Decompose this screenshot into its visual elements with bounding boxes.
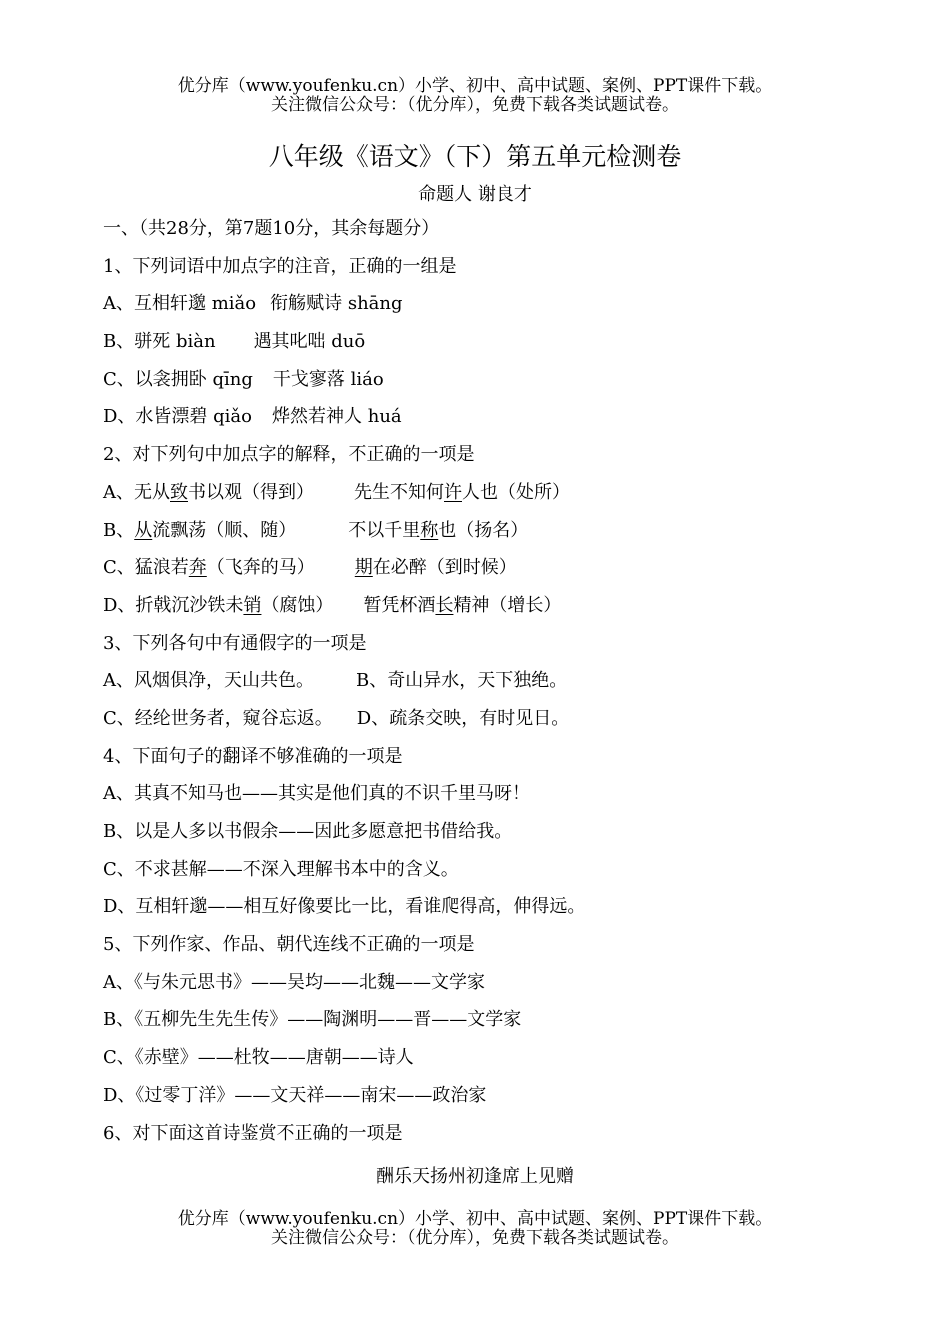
page-header bbox=[0, 77, 950, 115]
header-line-1: 优分库（www.youfenku.cn）小学、初中、高中试题、案例、PPT课件下载。 bbox=[177, 76, 773, 96]
dotted-char: 销 bbox=[243, 594, 262, 616]
poem-title: 酬乐天扬州初逢席上见赠 bbox=[376, 1166, 574, 1187]
footer-line-2: 关注微信公众号：（优分库），免费下载各类试题试卷。 bbox=[271, 1228, 679, 1248]
question-4-option-b: B、以是人多以书假余——因此多愿意把书借给我。 bbox=[103, 821, 513, 842]
question-1-option-c: C、以衾拥卧 qīng 干戈寥落 liáo bbox=[103, 368, 384, 390]
dotted-char: 期 bbox=[354, 557, 373, 579]
dotted-char: 许 bbox=[444, 481, 462, 503]
page-footer bbox=[0, 1210, 950, 1248]
dotted-char: 称 bbox=[420, 519, 439, 541]
dotted-char: 长 bbox=[435, 594, 454, 616]
question-4-option-c: C、不求甚解——不深入理解书本中的含义。 bbox=[103, 858, 459, 880]
question-4-option-d: D、互相轩邈——相互好像要比一比，看谁爬得高，伸得远。 bbox=[103, 896, 586, 918]
question-5-stem: 5、下列作家、作品、朝代连线不正确的一项是 bbox=[103, 934, 475, 956]
dotted-char: 奔 bbox=[188, 557, 207, 579]
question-2-option-c: C、猛浪若奔（飞奔的马） 期在必醉（到时候） bbox=[103, 557, 517, 579]
question-list bbox=[103, 216, 883, 1158]
question-2-option-a: A、无从致书以观（得到） 先生不知何许人也（处所） bbox=[103, 481, 570, 503]
question-2-option-b: B、从流飘荡（顺、随） 不以千里称也（扬名） bbox=[103, 519, 529, 541]
question-4-stem: 4、下面句子的翻译不够准确的一项是 bbox=[103, 745, 403, 767]
question-1-stem: 1、下列词语中加点字的注音，正确的一组是 bbox=[103, 255, 457, 277]
document-author: 命题人 谢良才 bbox=[418, 184, 532, 205]
footer-line-1: 优分库（www.youfenku.cn）小学、初中、高中试题、案例、PPT课件下载。 bbox=[177, 1209, 773, 1229]
question-3-options-ab: A、风烟俱净，天山共色。 B、奇山异水，天下独绝。 bbox=[103, 670, 568, 692]
section-heading: 一、（共28分，第7题10分，其余每题分） bbox=[103, 218, 440, 239]
document-title: 八年级《语文》（下）第五单元检测卷 bbox=[268, 142, 682, 171]
question-5-option-c: C、《赤壁》——杜牧——唐朝——诗人 bbox=[103, 1047, 414, 1069]
question-1-option-a: A、互相轩邈 miǎo 衔觞赋诗 shāng bbox=[103, 293, 403, 315]
dotted-char: 致 bbox=[170, 481, 188, 503]
question-4-option-a: A、其真不知马也——其实是他们真的不识千里马呀！ bbox=[103, 783, 530, 805]
question-5-option-a: A、《与朱元思书》——吴均——北魏——文学家 bbox=[103, 971, 485, 993]
question-3-stem: 3、下列各句中有通假字的一项是 bbox=[103, 632, 367, 654]
question-5-option-b: B、《五柳先生先生传》——陶渊明——晋——文学家 bbox=[103, 1009, 522, 1031]
question-1-option-d: D、水皆漂碧 qiǎo 烨然若神人 huá bbox=[103, 406, 402, 428]
question-5-option-d: D、《过零丁洋》——文天祥——南宋——政治家 bbox=[103, 1084, 487, 1106]
question-2-stem: 2、对下列句中加点字的解释，不正确的一项是 bbox=[103, 444, 475, 466]
question-1-option-b: B、骈死 biàn 遇其叱咄 duō bbox=[103, 331, 366, 353]
question-2-option-d: D、折戟沉沙铁未销（腐蚀） 暂凭杯酒长精神（增长） bbox=[103, 594, 562, 616]
question-6-stem: 6、对下面这首诗鉴赏不正确的一项是 bbox=[103, 1122, 403, 1144]
header-line-2: 关注微信公众号：（优分库），免费下载各类试题试卷。 bbox=[271, 95, 679, 115]
question-3-options-cd: C、经纶世务者，窥谷忘返。 D、疏条交映，有时见日。 bbox=[103, 707, 570, 729]
dotted-char: 从 bbox=[134, 519, 153, 541]
